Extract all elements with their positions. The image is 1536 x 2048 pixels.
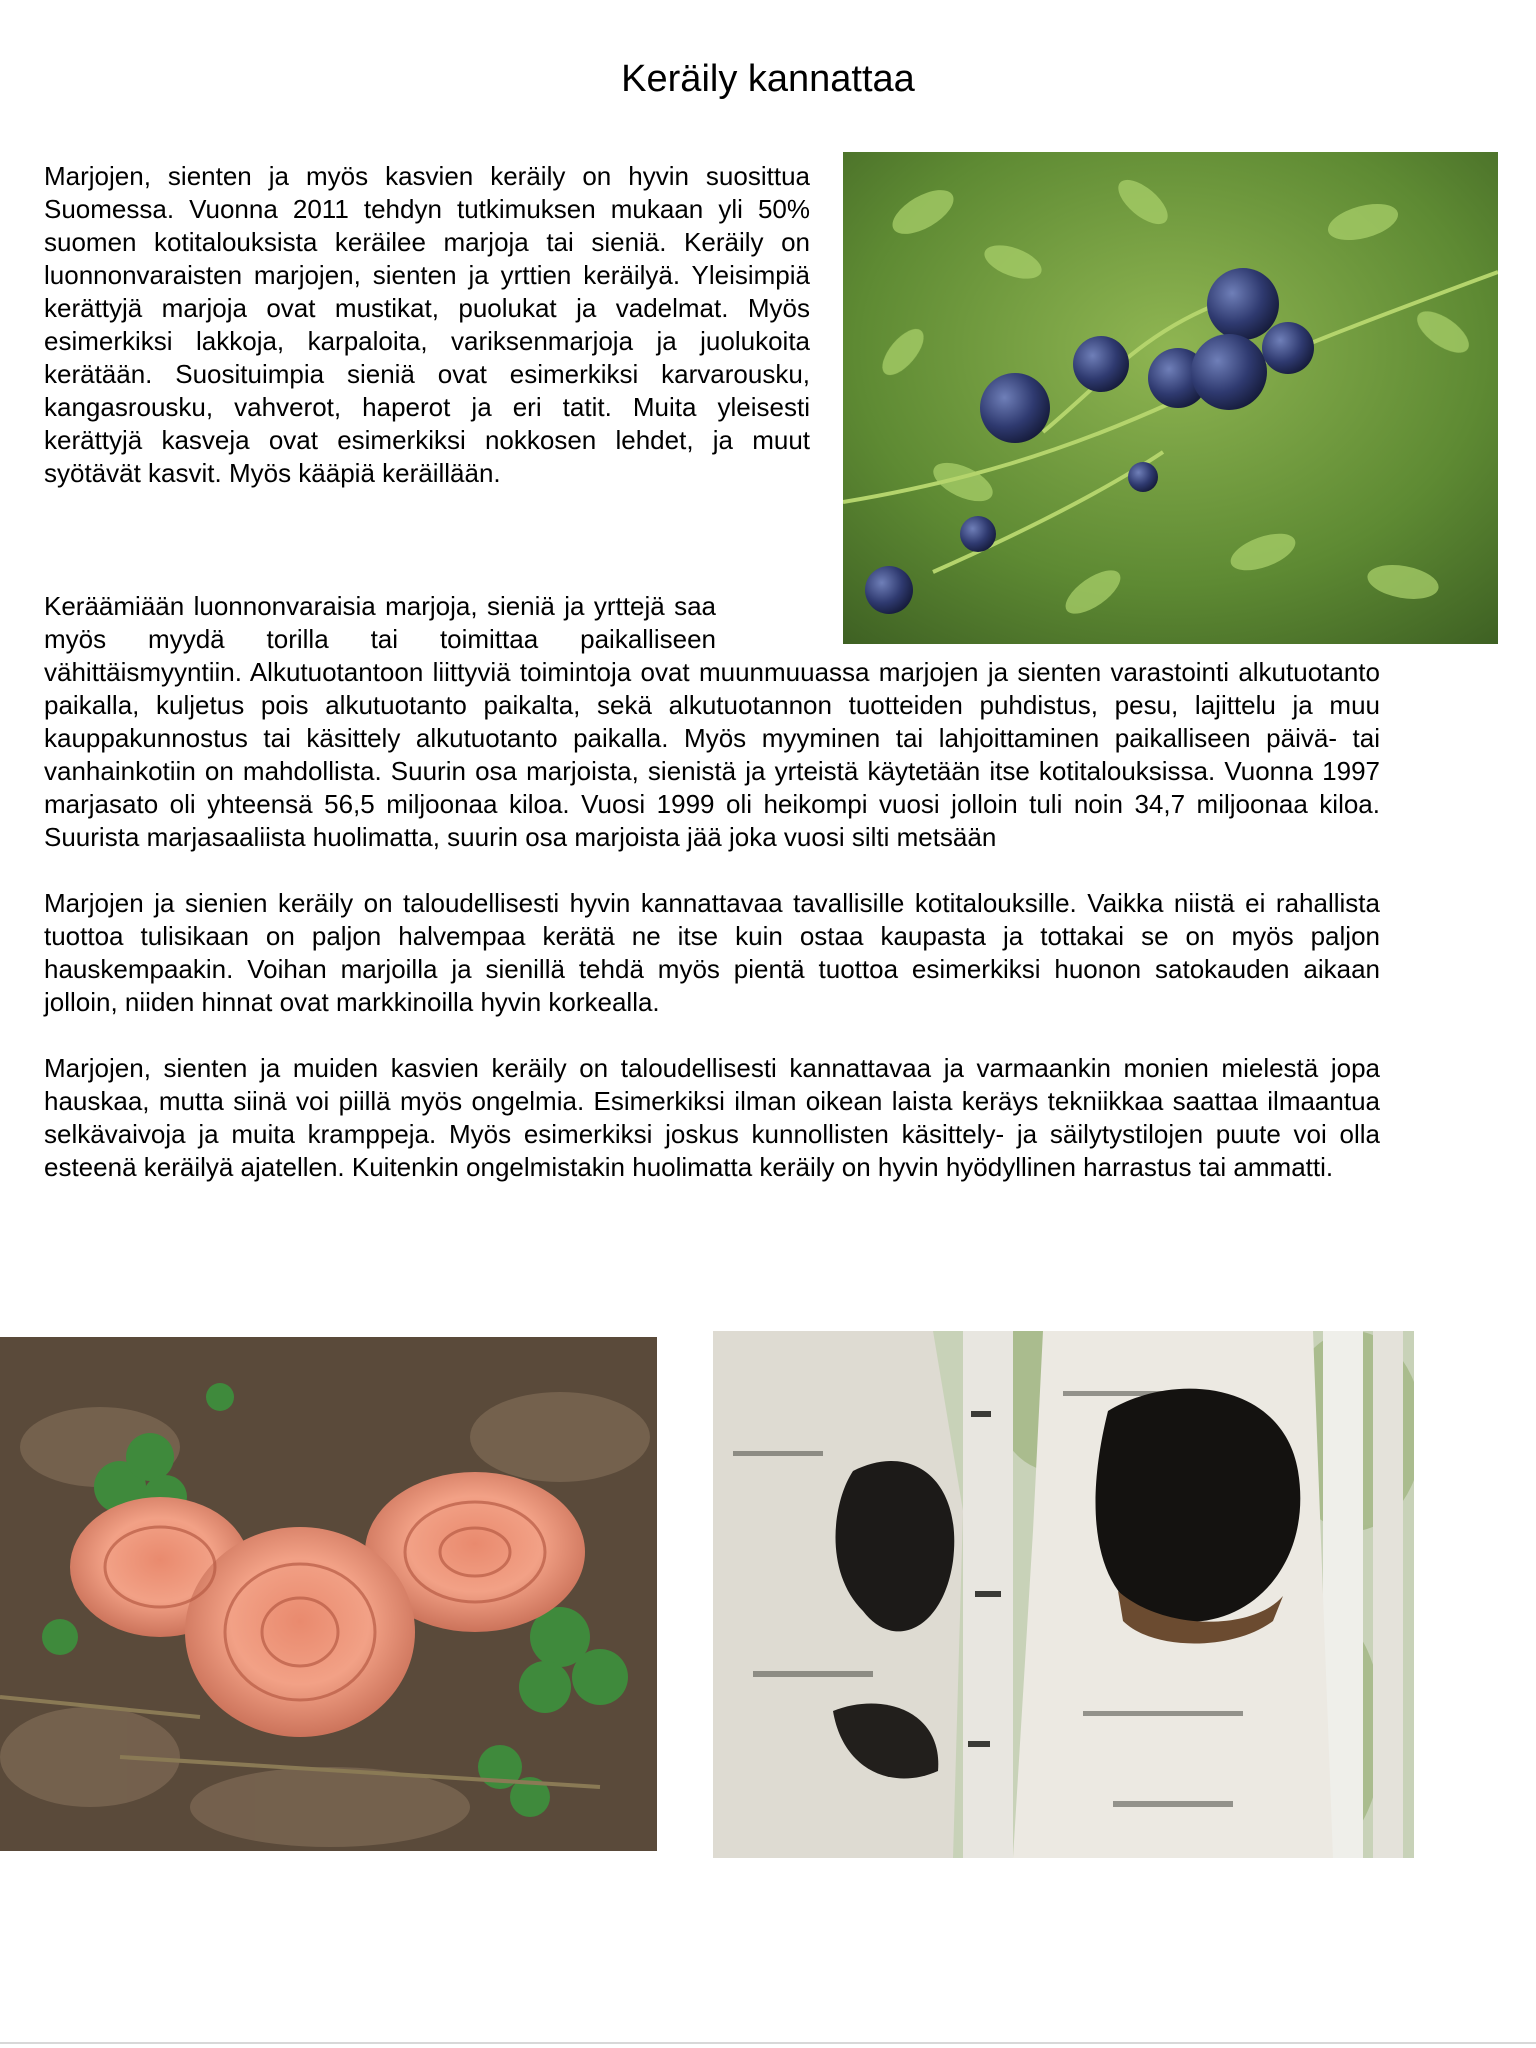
mushroom-photo [0,1337,657,1851]
page-bottom-rule [0,2042,1536,2044]
paragraph-problems: Marjojen, sienten ja muiden kasvien keräily on taloudellisesti kannattavaa ja varmaankin monien mielestä jopa hauskaa, mutta siinä voi piillä myös ongelmia. Esimerkiksi ilman oikean laista keräys tekniikkaa saattaa ilmaantua selkävaivoja ja muita kramppeja. Myös esimerkiksi joskus kunnollisten käsittely- ja säilytystilojen puute voi olla esteenä keräilyä ajatellen. Kuitenkin ongelmistakin huolimatta keräily on hyvin hyödyllinen harrastus tai ammatti. [44,1053,1380,1182]
paragraph-intro: Marjojen, sienten ja myös kasvien keräily on hyvin suosittua Suomessa. Vuonna 2011 tehdyn tutkimuksen mukaan yli 50% suomen kotitalouksista keräilee marjoja tai sieniä. Keräily on luonnonvaraisten marjojen, sienten ja yrttien keräilyä. Yleisimpiä kerättyjä marjoja ovat mustikat, puolukat ja vadelmat. Myös esimerkiksi lakkoja, karpaloita, variksenmarjoja ja juolukoita kerätään. Suosituimpia sieniä ovat esimerkiksi karvarousku, kangasrousku, vahverot, haperot ja eri tatit. Muita yleisesti kerättyjä kasveja ovat esimerkiksi nokkosen lehdet, ja muut syötävät kasvit. Myös kääpiä keräillään. [44,161,810,488]
blueberry-photo [843,152,1498,644]
paragraph-economy: Marjojen ja sienien keräily on taloudellisesti hyvin kannattavaa tavallisille kotitalouksille. Vaikka niistä ei rahallista tuottoa tulisikaan on paljon halvempaa kerätä ne itse kuin ostaa kaupasta ja tottakai se on myös paljon hauskempaakin. Voihan marjoilla ja sienillä tehdä myös pientä tuottoa esimerkiksi huonon satokauden aikaan jolloin, niiden hinnat ovat markkinoilla hyvin korkealla. [44,888,1380,1017]
paragraph-selling: Keräämiään luonnonvaraisia marjoja, sieniä ja yrttejä saa myös myydä torilla tai toimittaa paikalliseen vähittäismyyntiin. Alkutuotantoon liittyviä toimintoja ovat muunmuuassa marjojen ja sienten varastointi alkutuotanto paikalla, kuljetus pois alkutuotanto paikalta, sekä alkutuotannon tuotteiden puhdistus, pesu, lajittelu ja muu kauppakunnostus tai käsittely alkutuotanto paikalla. Myös myyminen tai lahjoittaminen paikalliseen päivä- tai vanhainkotiin on mahdollista. Suurin osa marjoista, sienistä ja yrteistä käytetään itse kotitalouksissa. Vuonna 1997 marjasato oli yhteensä 56,5 miljoonaa kiloa. Vuosi 1999 oli heikompi vuosi jolloin tuli noin 34,7 miljoonaa kiloa. Suurista marjasaaliista huolimatta, suurin osa marjoista jää joka vuosi silti metsään [44,591,1380,852]
chaga-birch-photo [713,1331,1414,1858]
page-title: Keräily kannattaa [621,58,915,100]
body-text-flow [44,590,1380,1184]
